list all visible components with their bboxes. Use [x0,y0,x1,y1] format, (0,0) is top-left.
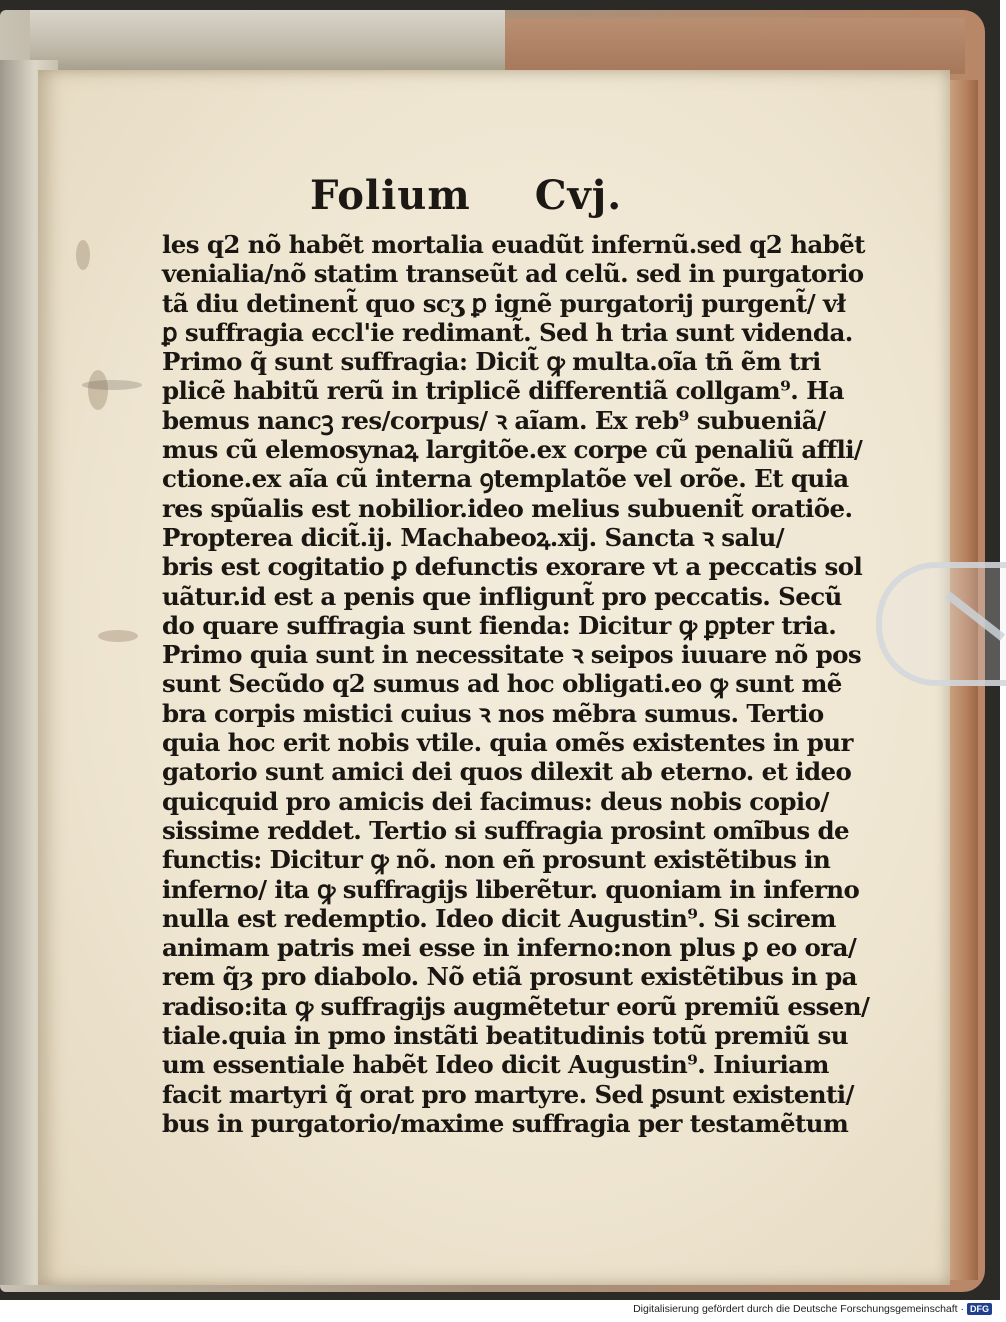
dfg-logo: DFG [967,1303,992,1315]
text-line: quicquid pro amicis dei facimus: deus nobis copio/ [162,786,829,816]
text-line: nulla est redemptio. Ideo dicit Augustin⁹. Si scirem [162,903,836,933]
text-line: ctione.ex aĩa cũ interna ꝯtemplatõe vel orõe. Et quia [162,464,849,494]
text-line: venialia/nõ statim transeũt ad celũ. sed in purgatorio [162,259,864,289]
vellum-spine [30,10,505,70]
text-line: plicẽ habitũ rerũ in triplicẽ differentiã collgam⁹. Ha [162,376,844,406]
text-line: sissime reddet. Tertio si suffragia prosint omĩbus de [162,815,850,845]
text-line: tã diu detinent̃ quo scʒ ꝑ ignẽ purgatorij purgent̃/ vł [162,288,846,318]
text-line: res spũalis est nobilior.ideo melius subuenit̃ oratiõe. [162,493,853,523]
text-line: radiso:ita ꝙ suffragijs augmẽtetur eorũ premiũ essen/ [162,991,870,1021]
body-text [162,230,870,1138]
stain [98,630,138,642]
text-line: inferno/ ita ꝙ suffragijs liberẽtur. quoniam in inferno [162,874,860,904]
text-line: tiale.quia in pmo instãti beatitudinis totũ premiũ su [162,1021,848,1051]
text-line: facit martyri q̃ orat pro martyre. Sed ꝑsunt existenti/ [162,1079,854,1109]
text-line: animam patris mei esse in inferno:non plus ꝑ eo ora/ [162,933,857,963]
stain [82,380,142,390]
folio-number: Cvj. [534,172,623,219]
text-line: gatorio sunt amici dei quos dilexit ab eterno. et ideo [162,757,852,787]
text-line: um essentiale habẽt Ideo dicit Augustin⁹. Iniuriam [162,1050,829,1080]
text-line: ꝑ suffragia eccl'ie redimant̃. Sed h tria sunt videnda. [162,317,853,347]
text-line: Propterea dicit̃.ij. Machabeoꝝ.xij. Sancta ꝛ salu/ [162,522,785,552]
stain [88,370,108,410]
header-title: Folium [310,172,471,219]
text-line: uãtur.id est a penis que infligunt̃ pro peccatis. Secũ [162,581,842,611]
text-line: bus in purgatorio/maxime suffragia per testamẽtum [162,1108,849,1138]
digitization-credit [633,1303,992,1315]
text-line: bris est cogitatio ꝑ defunctis exorare vt a peccatis sol [162,552,863,582]
text-line: rem q̃ȝ pro diabolo. Nõ etiã prosunt existẽtibus in pa [162,962,857,992]
text-line: sunt Secũdo q2 sumus ad hoc obligati.eo ꝙ sunt mẽ [162,669,842,699]
text-line: do quare suffragia sunt fienda: Dicitur ꝙ ꝑpter tria. [162,610,837,640]
text-line: mus cũ elemosynaꝝ largitõe.ex corpe cũ penaliũ affli/ [162,435,863,465]
text-line: bemus nancꝫ res/corpus/ ꝛ aĩam. Ex reb⁹ subueniã/ [162,405,826,435]
text-line: bra corpis mistici cuius ꝛ nos mẽbra sumus. Tertio [162,698,824,728]
stain [76,240,90,270]
text-line: Primo quia sunt in necessitate ꝛ seipos iuuare nõ pos [162,640,862,670]
text-line: les q2 nõ habẽt mortalia euadũt infernũ.sed q2 habẽt [162,230,865,259]
text-line: quia hoc erit nobis vtile. quia omẽs existentes in pur [162,728,853,758]
credit-text: Digitalisierung gefördert durch die Deutsche Forschungsgemeinschaft · [633,1303,964,1315]
folio-header [310,172,630,219]
text-line: Primo q̃ sunt suffragia: Dicit̃ ꝙ multa.oĩa tñ ẽm tri [162,347,821,377]
leather-cover-edge [505,18,965,74]
text-line: functis: Dicitur ꝙ nõ. non eñ prosunt existẽtibus in [162,845,831,875]
